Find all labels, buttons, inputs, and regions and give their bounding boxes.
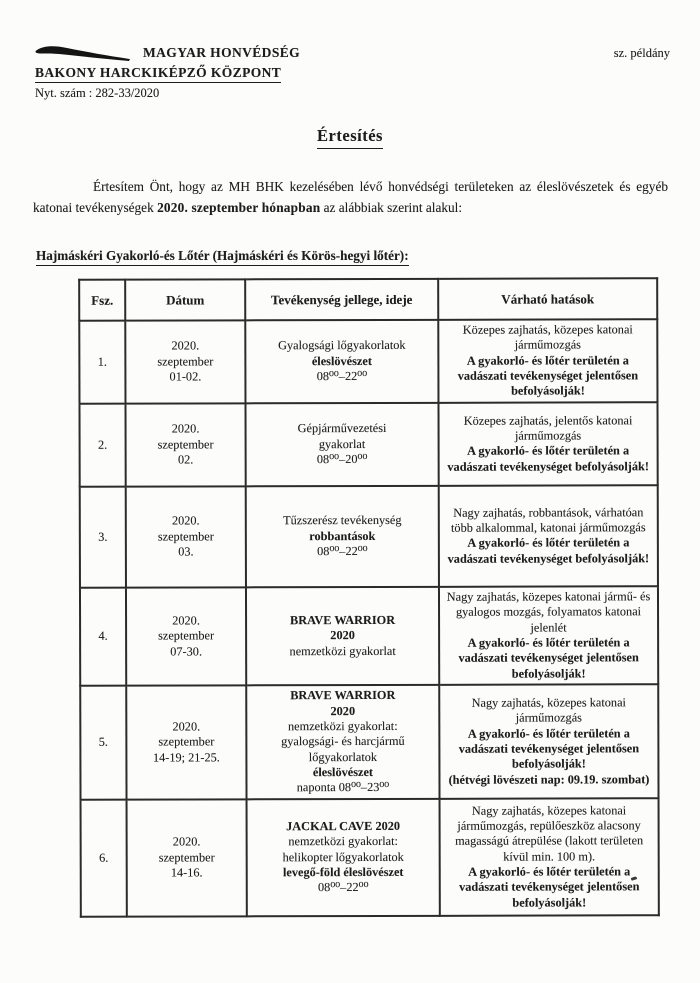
date-line: szeptember bbox=[158, 734, 215, 749]
table-row bbox=[79, 402, 657, 487]
activity-line: éleslövészet bbox=[312, 764, 374, 780]
document-title: Értesítés bbox=[317, 126, 383, 149]
activity-table-wrap bbox=[78, 277, 660, 917]
row-number-cell: 6. bbox=[81, 800, 127, 917]
impact-line: Nagy zajhatás, robbantások, várhatóan több alkalommal, katonai járműmozgás bbox=[450, 504, 646, 535]
impact-cell bbox=[438, 402, 657, 486]
impact-line: A gyakorló- és lőtér területén a vadászati tevékenységet befolyásolják! bbox=[447, 535, 650, 566]
activity-cell bbox=[246, 587, 439, 686]
date-line: 14-16. bbox=[170, 865, 203, 880]
date-line: 2020. bbox=[172, 719, 201, 734]
impact-line: Nagy zajhatás, közepes katonai jármű- és gyalogos mozgás, folyamatos katonai jelenlét bbox=[446, 589, 651, 635]
date-line: 03. bbox=[178, 544, 194, 559]
row-number-cell: 3. bbox=[80, 486, 126, 587]
date-cell bbox=[126, 486, 246, 587]
letterhead bbox=[35, 44, 670, 101]
document-title-wrap bbox=[0, 126, 700, 149]
activity-line: JACKAL CAVE 2020 bbox=[286, 818, 401, 834]
org-name-row bbox=[35, 44, 300, 62]
date-line: 14-19; 21-25. bbox=[152, 750, 220, 765]
impact-line: Közepes zajhatás, közepes katonai járműmozgás bbox=[462, 322, 633, 352]
row-number-cell: 1. bbox=[79, 321, 125, 404]
date-line: szeptember bbox=[158, 850, 215, 865]
activity-line: helikopter lőgyakorlatok bbox=[282, 849, 404, 864]
activity-line: 2020 bbox=[330, 628, 355, 643]
date-line: 2020. bbox=[172, 834, 201, 849]
activity-line: éleslövészet bbox=[311, 353, 372, 368]
header-tevekenyseg: Tevékenység jellege, ideje bbox=[245, 279, 438, 321]
impact-cell bbox=[439, 485, 658, 587]
impact-line: A gyakorló- és lőtér területén a vadászati tevékenységet jelentősen befolyásolják! bbox=[458, 725, 640, 771]
activity-line: lőgyakorlatok bbox=[308, 749, 378, 764]
date-line: 01-02. bbox=[169, 369, 202, 384]
org-name-line2: BAKONY HARCKIKÉPZŐ KÖZPONT bbox=[35, 65, 281, 83]
activity-line: robbantások bbox=[309, 528, 376, 543]
intro-text-2: az alábbiak szerint alakul: bbox=[320, 199, 463, 215]
impact-cell bbox=[439, 586, 658, 685]
date-line: szeptember bbox=[157, 529, 214, 544]
date-line: szeptember bbox=[157, 437, 214, 452]
intro-paragraph bbox=[33, 177, 668, 218]
table-row bbox=[80, 586, 658, 686]
activity-line: nemzetközi gyakorlat: bbox=[288, 834, 398, 849]
date-cell bbox=[126, 685, 246, 799]
activity-line: Gépjárművezetési bbox=[297, 421, 387, 436]
date-line: szeptember bbox=[158, 628, 215, 643]
activity-line: 08⁰⁰–20⁰⁰ bbox=[316, 451, 368, 467]
table-header-row bbox=[79, 278, 657, 321]
table-body bbox=[79, 319, 659, 916]
date-cell bbox=[126, 587, 246, 685]
impact-line: Nagy zajhatás, közepes katonai járműmozgás bbox=[471, 695, 626, 725]
section-heading: Hajmáskéri Gyakorló-és Lőtér (Hajmáskéri és Körös-hegyi lőtér): bbox=[36, 248, 409, 266]
activity-cell bbox=[245, 403, 438, 487]
header-fsz: Fsz. bbox=[79, 280, 125, 321]
activity-line: nemzetközi gyakorlat bbox=[289, 643, 396, 658]
activity-line: gyakorlat bbox=[318, 436, 366, 451]
activity-line: 2020 bbox=[330, 703, 356, 718]
impact-cell bbox=[438, 319, 657, 402]
table-row bbox=[81, 798, 659, 917]
date-line: 07-30. bbox=[170, 643, 203, 659]
table-row bbox=[80, 684, 658, 800]
org-name-line1: MAGYAR HONVÉDSÉG bbox=[143, 45, 301, 60]
section-heading-wrap bbox=[36, 247, 409, 266]
impact-cell bbox=[440, 798, 659, 916]
activity-cell bbox=[247, 799, 440, 917]
letterhead-left bbox=[35, 44, 300, 101]
impact-line: A gyakorló- és lőtér területén a vadászati tevékenységet jelentősen befolyásolják! bbox=[458, 635, 639, 681]
activity-cell bbox=[246, 685, 439, 800]
activity-line: Tűzszerész tevékenység bbox=[283, 513, 402, 528]
activity-cell bbox=[245, 320, 438, 403]
row-number-cell: 4. bbox=[80, 587, 126, 685]
date-cell bbox=[125, 403, 245, 486]
intro-text-bold: 2020. szeptember hónapban bbox=[157, 199, 321, 215]
copy-number-label: sz. példány bbox=[613, 46, 670, 60]
activity-table bbox=[78, 277, 660, 917]
impact-line: Közepes zajhatás, jelentős katonai járműmozgás bbox=[463, 412, 633, 443]
activity-line: 08⁰⁰–22⁰⁰ bbox=[316, 369, 368, 384]
activity-line: BRAVE WARRIOR bbox=[289, 612, 396, 628]
activity-line: naponta 08⁰⁰–23⁰⁰ bbox=[296, 780, 390, 795]
activity-line: gyalogsági- és harcjármű bbox=[281, 734, 405, 749]
header-datum: Dátum bbox=[125, 279, 245, 320]
activity-line: nemzetközi gyakorlat: bbox=[288, 718, 398, 734]
date-line: szeptember bbox=[157, 354, 214, 369]
impact-line: Nagy zajhatás, közepes katonai járműmozgás, repülőeszköz alacsony magasságú átrepülése (lakott területen kívül min. 100 m). bbox=[455, 803, 644, 864]
activity-line: 08⁰⁰–22⁰⁰ bbox=[317, 543, 368, 559]
intro-text-1: Értesítem Önt, hogy az MH BHK kezelésében lévő honvédségi területeken az éleslövészetek és egyéb katonai tevékenységek bbox=[33, 179, 668, 215]
table-row bbox=[80, 485, 658, 588]
activity-line: BRAVE WARRIOR bbox=[290, 688, 396, 703]
header-varhato-hatasok: Várható hatások bbox=[438, 278, 657, 320]
date-cell bbox=[127, 799, 247, 916]
impact-line: A gyakorló- és lőtér területén a vadászati tevékenységet jelentősen befolyásolják! bbox=[457, 353, 639, 399]
impact-line: A gyakorló- és lőtér területén a vadászati tevékenységet jelentősen befolyásolják! bbox=[459, 864, 640, 910]
impact-line: (hétvégi lövészeti nap: 09.19. szombat) bbox=[448, 771, 650, 787]
row-number-cell: 5. bbox=[80, 686, 126, 800]
date-line: 2020. bbox=[172, 613, 200, 628]
registry-number: Nyt. szám : 282-33/2020 bbox=[35, 86, 160, 100]
activity-line: Gyalogsági lőgyakorlatok bbox=[278, 338, 406, 353]
activity-line: 08⁰⁰–22⁰⁰ bbox=[318, 880, 369, 895]
date-line: 2020. bbox=[171, 513, 200, 528]
impact-line: A gyakorló- és lőtér területén a vadászati tevékenységet befolyásolják! bbox=[447, 443, 649, 474]
row-number-cell: 2. bbox=[79, 403, 125, 486]
date-line: 2020. bbox=[171, 338, 200, 353]
ink-stroke-mark bbox=[35, 44, 133, 62]
activity-cell bbox=[246, 486, 439, 588]
impact-cell bbox=[439, 684, 658, 799]
table-row bbox=[79, 319, 657, 403]
date-cell bbox=[125, 320, 245, 403]
date-line: 02. bbox=[177, 452, 194, 467]
date-line: 2020. bbox=[171, 421, 200, 436]
activity-line: levegő-föld éleslövészet bbox=[282, 865, 404, 880]
